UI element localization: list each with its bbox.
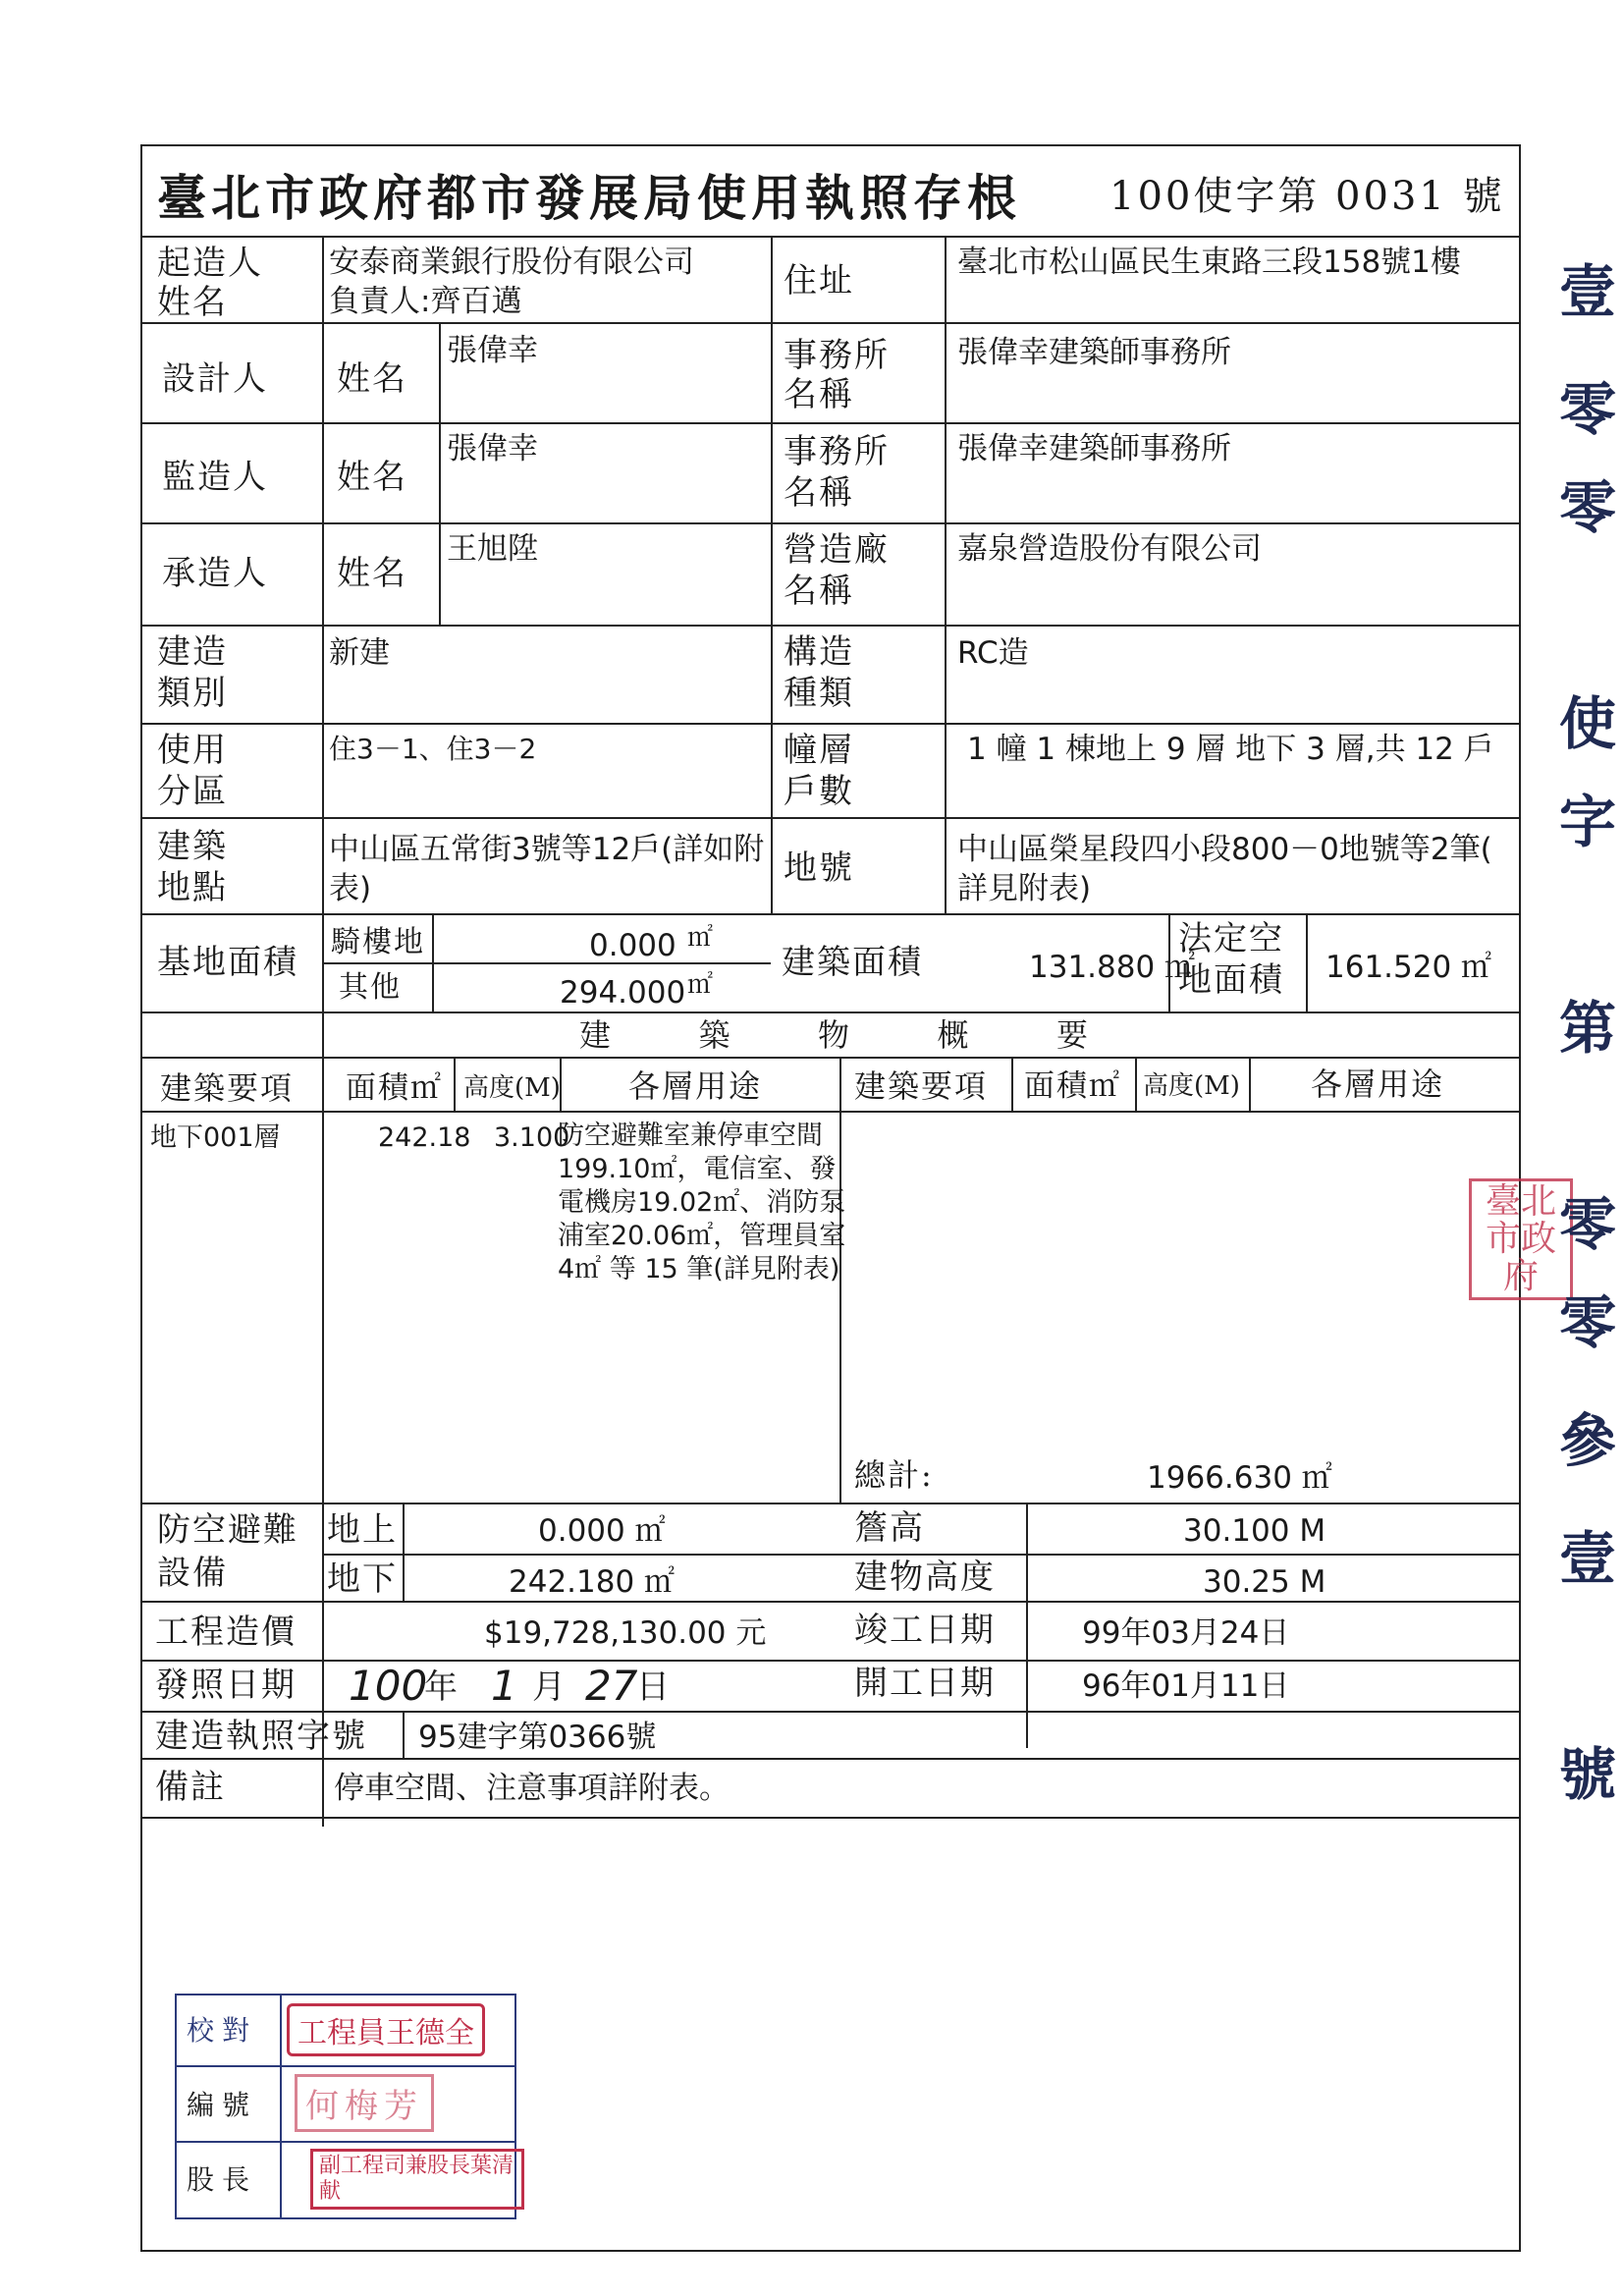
divider xyxy=(175,2065,516,2067)
permit-number: 100使字第 0031 號 xyxy=(1109,174,1505,219)
complete-date-label: 竣工日期 xyxy=(854,1611,996,1650)
supervisor-name: 張偉幸 xyxy=(447,431,538,466)
open-space-label-2: 地面積 xyxy=(1178,960,1284,1000)
side-mark: 第 xyxy=(1559,995,1617,1062)
above-ground-value: 0.000 ㎡ xyxy=(538,1513,666,1549)
below-ground-value: 242.180 ㎡ xyxy=(509,1564,676,1600)
total-label: 總計: xyxy=(854,1456,934,1494)
below-ground-label: 地下 xyxy=(327,1559,398,1599)
divider xyxy=(140,236,1521,238)
col-item-header-right: 建築要項 xyxy=(854,1067,989,1105)
divider xyxy=(140,1758,1521,1760)
arcade-value: 0.000 xyxy=(589,928,676,963)
divider xyxy=(839,1554,1521,1556)
building-area-label: 建築面積 xyxy=(782,943,923,982)
cost-value: $19,728,130.00 元 xyxy=(484,1615,767,1651)
supervisor-office: 張偉幸建築師事務所 xyxy=(957,431,1231,466)
building-height-value: 30.25 M xyxy=(1203,1564,1326,1600)
row-item: 地下001層 xyxy=(150,1122,281,1153)
divider xyxy=(140,817,1521,819)
shelter-label: 防空避難 xyxy=(157,1510,298,1550)
divider xyxy=(140,723,1521,725)
open-space-label: 法定空 xyxy=(1178,919,1284,958)
designer-label: 設計人 xyxy=(162,359,268,399)
divider xyxy=(140,322,1521,324)
designer-office: 張偉幸建築師事務所 xyxy=(957,335,1231,370)
proofreader-stamp: 工程員王德全 xyxy=(287,2003,485,2056)
row-area: 242.18 xyxy=(378,1122,471,1153)
divider xyxy=(140,625,1521,627)
build-type-label: 建造 xyxy=(157,632,228,672)
row-use-line: 防空避難室兼停車空間 xyxy=(558,1121,823,1151)
firm-label-2: 名稱 xyxy=(784,572,854,611)
side-mark: 壹 xyxy=(1559,1525,1617,1592)
contractor-name-label: 姓名 xyxy=(337,554,407,593)
lot-label: 地號 xyxy=(784,848,854,888)
building-area-value: 131.880 ㎡ xyxy=(1029,950,1196,985)
building-permit-value: 95建字第0366號 xyxy=(418,1720,657,1755)
build-type-value: 新建 xyxy=(329,635,390,671)
designer-name: 張偉幸 xyxy=(447,333,538,368)
issue-year: 100 xyxy=(349,1662,428,1710)
row-use-line: 浦室20.06㎡，管理員室 xyxy=(558,1221,846,1251)
proofread-label: 校對 xyxy=(187,2014,258,2047)
col-use-header: 各層用途 xyxy=(628,1067,763,1105)
row-use xyxy=(558,1120,845,1286)
site-area-label: 基地面積 xyxy=(157,943,298,982)
designer-office-label: 事務所 xyxy=(784,336,890,375)
contractor-firm: 嘉泉營造股份有限公司 xyxy=(957,531,1262,567)
zoning-label: 使用 xyxy=(157,731,228,770)
divider xyxy=(1249,1057,1251,1111)
supervisor-name-label: 姓名 xyxy=(337,458,407,497)
row-use-line: 199.10㎡，電信室、發 xyxy=(558,1154,837,1184)
complete-date-value: 99年03月24日 xyxy=(1082,1615,1290,1651)
side-mark: 參 xyxy=(1559,1407,1617,1474)
divider xyxy=(1135,1057,1137,1111)
page-title: 臺北市政府都市發展局使用執照存根 xyxy=(157,169,1021,227)
official-seal: 臺北市政府 xyxy=(1469,1178,1573,1300)
location-value-2: 表) xyxy=(329,871,372,906)
total-value: 1966.630 ㎡ xyxy=(1147,1460,1332,1496)
designer-name-label: 姓名 xyxy=(337,359,407,399)
firm-label: 營造廠 xyxy=(784,530,890,570)
units-label-2: 戶數 xyxy=(784,772,854,811)
arcade-unit: ㎡ xyxy=(687,923,714,953)
divider xyxy=(140,1601,1521,1603)
start-date-label: 開工日期 xyxy=(854,1664,996,1703)
col-height-header: 高度(M) xyxy=(463,1073,561,1103)
building-permit-label: 建造執照字號 xyxy=(155,1717,367,1756)
divider xyxy=(560,1057,562,1111)
units-value: 1 幢 1 棟地上 9 層 地下 3 層,共 12 戶 xyxy=(967,732,1494,767)
col-use-header-right: 各層用途 xyxy=(1311,1066,1445,1103)
address-label: 住址 xyxy=(784,261,854,301)
divider xyxy=(322,1554,839,1556)
divider xyxy=(140,1660,1521,1662)
row-use-line: 電機房19.02㎡、消防泵 xyxy=(558,1187,846,1218)
other-unit: ㎡ xyxy=(687,970,714,1000)
divider xyxy=(140,1111,1521,1113)
location-label: 建築 xyxy=(157,827,228,866)
structure-value: RC造 xyxy=(957,635,1029,671)
note-value: 停車空間、注意事項詳附表。 xyxy=(334,1771,730,1806)
divider xyxy=(1011,1057,1013,1111)
divider xyxy=(403,1503,405,1601)
divider xyxy=(140,1817,1521,1819)
zoning-label-2: 分區 xyxy=(157,772,228,811)
eave-height-label: 簷高 xyxy=(854,1508,925,1548)
divider xyxy=(771,236,773,913)
divider xyxy=(280,1994,282,2219)
supervisor-office-label-2: 名稱 xyxy=(784,473,854,513)
divider xyxy=(322,236,324,1827)
divider xyxy=(140,913,1521,915)
serial-label: 編號 xyxy=(187,2089,258,2121)
arcade-label: 騎樓地 xyxy=(331,925,425,959)
applicant-representative: 負責人:齊百邁 xyxy=(329,284,522,319)
col-area-header: 面積㎡ xyxy=(346,1070,443,1106)
issue-month: 1 xyxy=(491,1662,517,1710)
divider xyxy=(403,1711,405,1758)
other-value: 294.000 xyxy=(560,975,686,1011)
side-mark: 使 xyxy=(1559,690,1617,757)
col-area-header-right: 面積㎡ xyxy=(1024,1068,1121,1104)
col-item-header: 建築要項 xyxy=(160,1069,295,1107)
note-label: 備註 xyxy=(155,1768,226,1807)
side-mark: 零 xyxy=(1559,1191,1617,1258)
divider xyxy=(439,322,441,625)
side-mark: 字 xyxy=(1559,789,1617,855)
issue-day: 27 xyxy=(585,1662,638,1710)
side-mark: 零 xyxy=(1559,376,1617,443)
structure-label-2: 種類 xyxy=(784,674,854,713)
divider xyxy=(454,1057,456,1111)
other-label: 其他 xyxy=(339,970,402,1005)
building-height-label: 建物高度 xyxy=(854,1558,996,1597)
serial-stamp: 何梅芳 xyxy=(295,2074,434,2132)
supervisor-office-label: 事務所 xyxy=(784,432,890,471)
above-ground-label: 地上 xyxy=(327,1510,398,1550)
shelter-label-2: 設備 xyxy=(157,1554,228,1593)
eave-height-value: 30.100 M xyxy=(1183,1513,1326,1549)
divider xyxy=(1306,913,1308,1011)
side-mark: 壹 xyxy=(1559,258,1617,325)
start-date-value: 96年01月11日 xyxy=(1082,1668,1290,1704)
open-space-value: 161.520 ㎡ xyxy=(1325,950,1492,985)
divider xyxy=(140,1711,1521,1713)
supervisor-label: 監造人 xyxy=(162,458,268,497)
issue-date-label: 發照日期 xyxy=(155,1666,297,1705)
side-mark: 零 xyxy=(1559,1289,1617,1356)
cost-label: 工程造價 xyxy=(155,1613,297,1652)
divider xyxy=(175,2141,516,2143)
contractor-name: 王旭陞 xyxy=(447,531,538,567)
divider xyxy=(322,1057,324,1111)
build-type-label-2: 類別 xyxy=(157,674,228,713)
side-mark: 零 xyxy=(1559,474,1617,541)
issue-day-unit: 日 xyxy=(636,1667,672,1707)
units-label: 幢層 xyxy=(784,731,854,770)
divider xyxy=(140,1011,1521,1013)
applicant-label: 起造人 xyxy=(157,244,263,283)
lot-value-2: 詳見附表) xyxy=(957,871,1092,906)
location-value: 中山區五常街3號等12戶(詳如附 xyxy=(329,832,765,867)
zoning-value: 住3－1、住3－2 xyxy=(329,733,537,765)
applicant-name: 安泰商業銀行股份有限公司 xyxy=(329,245,694,280)
divider xyxy=(945,236,947,913)
col-height-header-right: 高度(M) xyxy=(1143,1071,1240,1101)
side-mark: 號 xyxy=(1559,1741,1617,1808)
address-value: 臺北市松山區民生東路三段158號1樓 xyxy=(957,245,1461,280)
section-chief-stamp: 副工程司兼股長葉清献 xyxy=(310,2149,524,2210)
row-use-line: 4㎡ 等 15 筆(詳見附表) xyxy=(558,1254,840,1285)
lot-value: 中山區榮星段四小段800－0地號等2筆( xyxy=(957,832,1492,867)
divider xyxy=(140,1503,1521,1504)
structure-label: 構造 xyxy=(784,632,854,672)
summary-heading: 建 築 物 概 要 xyxy=(579,1016,1090,1054)
contractor-label: 承造人 xyxy=(162,554,268,593)
location-label-2: 地點 xyxy=(157,868,228,907)
divider xyxy=(1168,913,1170,1011)
divider xyxy=(322,962,771,964)
divider xyxy=(140,422,1521,424)
issue-year-unit: 年 xyxy=(424,1667,460,1707)
row-height: 3.100 xyxy=(494,1122,570,1153)
issue-month-unit: 月 xyxy=(532,1667,568,1707)
section-chief-label: 股長 xyxy=(187,2163,258,2196)
divider xyxy=(140,522,1521,524)
applicant-label-2: 姓名 xyxy=(157,283,228,322)
designer-office-label-2: 名稱 xyxy=(784,375,854,414)
divider xyxy=(140,1057,1521,1059)
